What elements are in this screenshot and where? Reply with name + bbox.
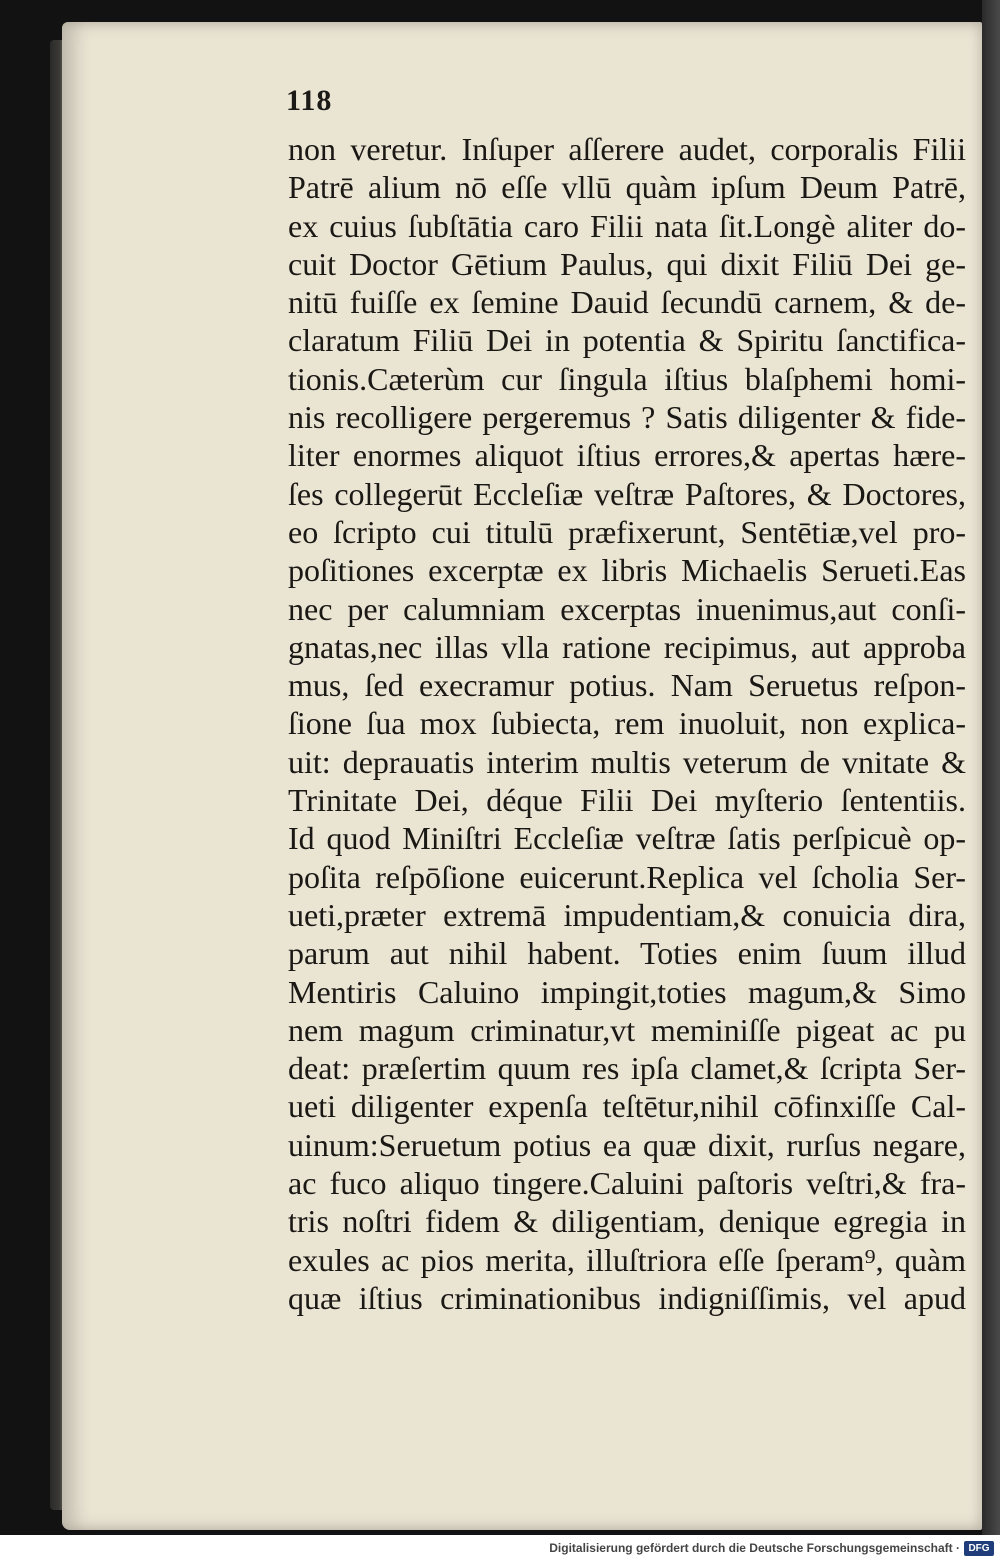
footer-bar [0, 1535, 1000, 1560]
dfg-logo-icon: DFG [964, 1541, 994, 1556]
page-number: 118 [286, 84, 333, 117]
text-line: nem magum criminatur,vt meminiſſe pigeat ac pu [288, 1011, 966, 1048]
text-line: uit: deprauatis interim multis veterum de vnitate & [288, 743, 966, 780]
funding-credit: Digitalisierung gefördert durch die Deutsche Forschungsgemeinschaft · [549, 1541, 960, 1555]
text-line: ueti diligenter expenſa teſtētur,nihil cōfinxiſſe Cal- [288, 1088, 966, 1125]
text-line: parum aut nihil habent. Toties enim ſuum illud [288, 935, 966, 972]
text-line: gnatas,nec illas vlla ratione recipimus, aut approba [288, 628, 966, 665]
text-line: nitū fuiſſe ex ſemine Dauid ſecundū carnem, & de- [288, 284, 966, 321]
text-line: quæ iſtius criminationibus indigniſſimis, vel apud [288, 1279, 966, 1316]
right-page-edge [982, 0, 1000, 1535]
text-line: Patrē alium nō eſſe vllū quàm ipſum Deum Patrē, [288, 169, 966, 206]
text-line: Trinitate Dei, déque Filii Dei myſterio ſententiis. [288, 782, 966, 819]
text-line: poſitiones excerptæ ex libris Michaelis Serueti.Eas [288, 552, 966, 589]
text-line: ſes collegerūt Eccleſiæ veſtræ Paſtores, & Doctores, [288, 475, 966, 512]
text-line: mus, ſed execramur potius. Nam Seruetus reſpon- [288, 667, 966, 704]
text-line: Id quod Miniſtri Eccleſiæ veſtræ ſatis perſpicuè op- [288, 820, 966, 857]
text-line: ex cuius ſubſtātia caro Filii nata ſit.Longè aliter do- [288, 207, 966, 244]
text-line: tris noſtri fidem & diligentiam, denique egregia in [288, 1203, 966, 1240]
text-line: eo ſcripto cui titulū præfixerunt, Sentētiæ,vel pro- [288, 513, 966, 550]
text-line: ſione ſua mox ſubiecta, rem inuoluit, non explica- [288, 705, 966, 742]
text-line: Mentiris Caluino impingit,toties magum,& Simo [288, 973, 966, 1010]
text-line: liter enormes aliquot iſtius errores,& apertas hære- [288, 437, 966, 474]
text-line: ueti,præter extremā impudentiam,& conuicia dira, [288, 896, 966, 933]
text-line: non veretur. Inſuper aſſerere audet, corporalis Filii [288, 131, 966, 167]
text-line: tionis.Cæterùm cur ſingula iſtius blaſphemi homi- [288, 360, 966, 397]
text-line: uinum:Seruetum potius ea quæ dixit, rurſus negare, [288, 1126, 966, 1163]
text-line: nis recolligere pergeremus ? Satis diligenter & fide- [288, 399, 966, 436]
text-line: deat: præſertim quum res ipſa clamet,& ſcripta Ser- [288, 1050, 966, 1087]
text-line: claratum Filiū Dei in potentia & Spiritu ſanctifica- [288, 322, 966, 359]
text-line: nec per calumniam excerptas inuenimus,aut conſi- [288, 590, 966, 627]
body-text [288, 130, 966, 1317]
text-line: poſita reſpōſione euicerunt.Replica vel ſcholia Ser- [288, 858, 966, 895]
text-line: ac fuco aliquo tingere.Caluini paſtoris veſtri,& fra- [288, 1165, 966, 1202]
text-line: cuit Doctor Gētium Paulus, qui dixit Filiū Dei ge- [288, 245, 966, 282]
text-line: exules ac pios merita, illuſtriora eſſe ſperam⁹, quàm [288, 1241, 966, 1278]
